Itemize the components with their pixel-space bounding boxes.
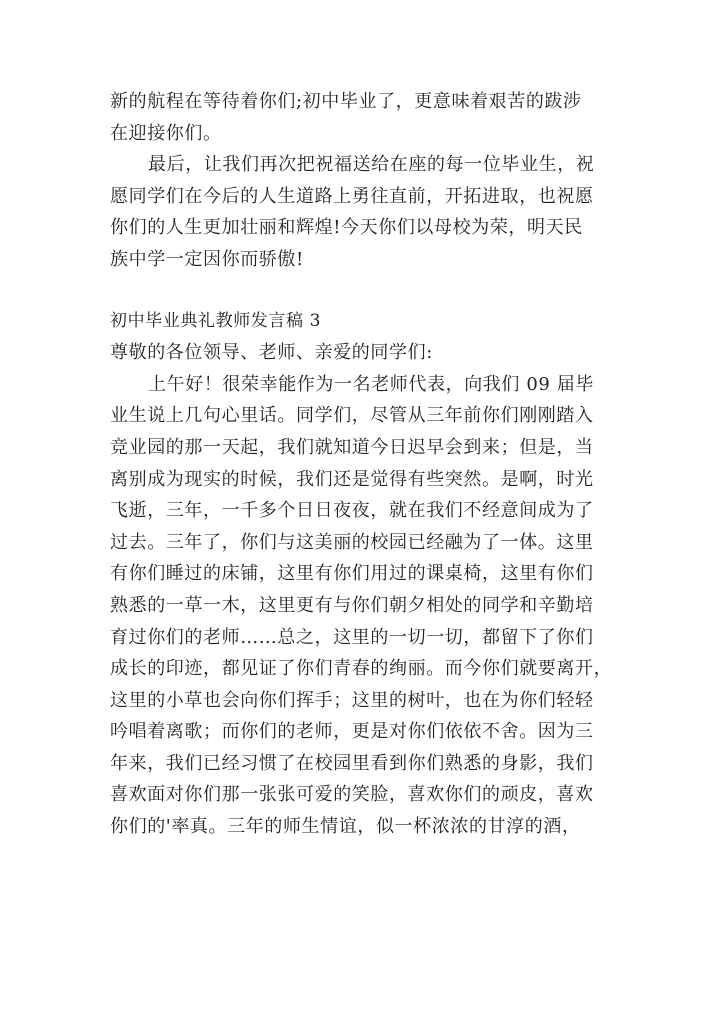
text-line: 有你们睡过的床铺，这里有你们用过的课桌椅，这里有你们 xyxy=(110,563,594,585)
paragraph-3 xyxy=(110,369,615,843)
text-line: 新的航程在等待着你们;初中毕业了，更意味着艰苦的跋涉 xyxy=(110,91,582,112)
text-line: 竞业园的那一天起，我们就知道今日迟早会到来；但是，当 xyxy=(110,436,594,458)
section-heading: 初中毕业典礼教师发言稿 3 xyxy=(110,310,322,331)
text-line: 熟悉的一草一木，这里更有与你们朝夕相处的同学和辛勤培 xyxy=(110,594,594,616)
text-line: 离别成为现实的时候，我们还是觉得有些突然。是啊，时光 xyxy=(110,468,594,490)
text-line: 族中学一定因你而骄傲! xyxy=(110,248,304,270)
text-line: 最后，让我们再次把祝福送给在座的每一位毕业生，祝 xyxy=(148,154,595,176)
salutation: 尊敬的各位领导、老师、亲爱的同学们: xyxy=(110,342,433,364)
document-body xyxy=(110,86,615,843)
text-line: 年来，我们已经习惯了在校园里看到你们熟悉的身影，我们 xyxy=(110,752,594,774)
text-line: 上午好！很荣幸能作为一名老师代表，向我们 09 届毕 xyxy=(148,373,594,395)
text-line: 你们的'率真。三年的师生情谊，似一杯浓浓的甘淳的酒， xyxy=(110,816,581,838)
text-line: 在迎接你们。 xyxy=(110,122,222,144)
paragraph-gap xyxy=(110,276,615,306)
text-line: 飞逝，三年，一千多个日日夜夜，就在我们不经意间成为了 xyxy=(110,500,594,522)
paragraph-2 xyxy=(110,149,615,275)
text-line: 你们的人生更加壮丽和辉煌!今天你们以母校为荣，明天民 xyxy=(110,217,583,239)
text-line: 过去。三年了，你们与这美丽的校园已经融为了一体。这里 xyxy=(110,531,594,553)
text-line: 育过你们的老师……总之，这里的一切一切，都留下了你们 xyxy=(110,626,594,648)
text-line: 吟唱着离歌；而你们的老师，更是对你们依依不舍。因为三 xyxy=(110,721,594,743)
text-line: 成长的印迹，都见证了你们青春的绚丽。而今你们就要离开， xyxy=(110,658,613,680)
text-line: 喜欢面对你们那一张张可爱的笑脸，喜欢你们的顽皮，喜欢 xyxy=(110,784,594,806)
text-line: 这里的小草也会向你们挥手；这里的树叶，也在为你们轻轻 xyxy=(110,689,594,711)
text-line: 愿同学们在今后的人生道路上勇往直前，开拓进取，也祝愿 xyxy=(110,185,594,207)
text-line: 业生说上几句心里话。同学们，尽管从三年前你们刚刚踏入 xyxy=(110,405,594,427)
paragraph-1 xyxy=(110,86,615,149)
